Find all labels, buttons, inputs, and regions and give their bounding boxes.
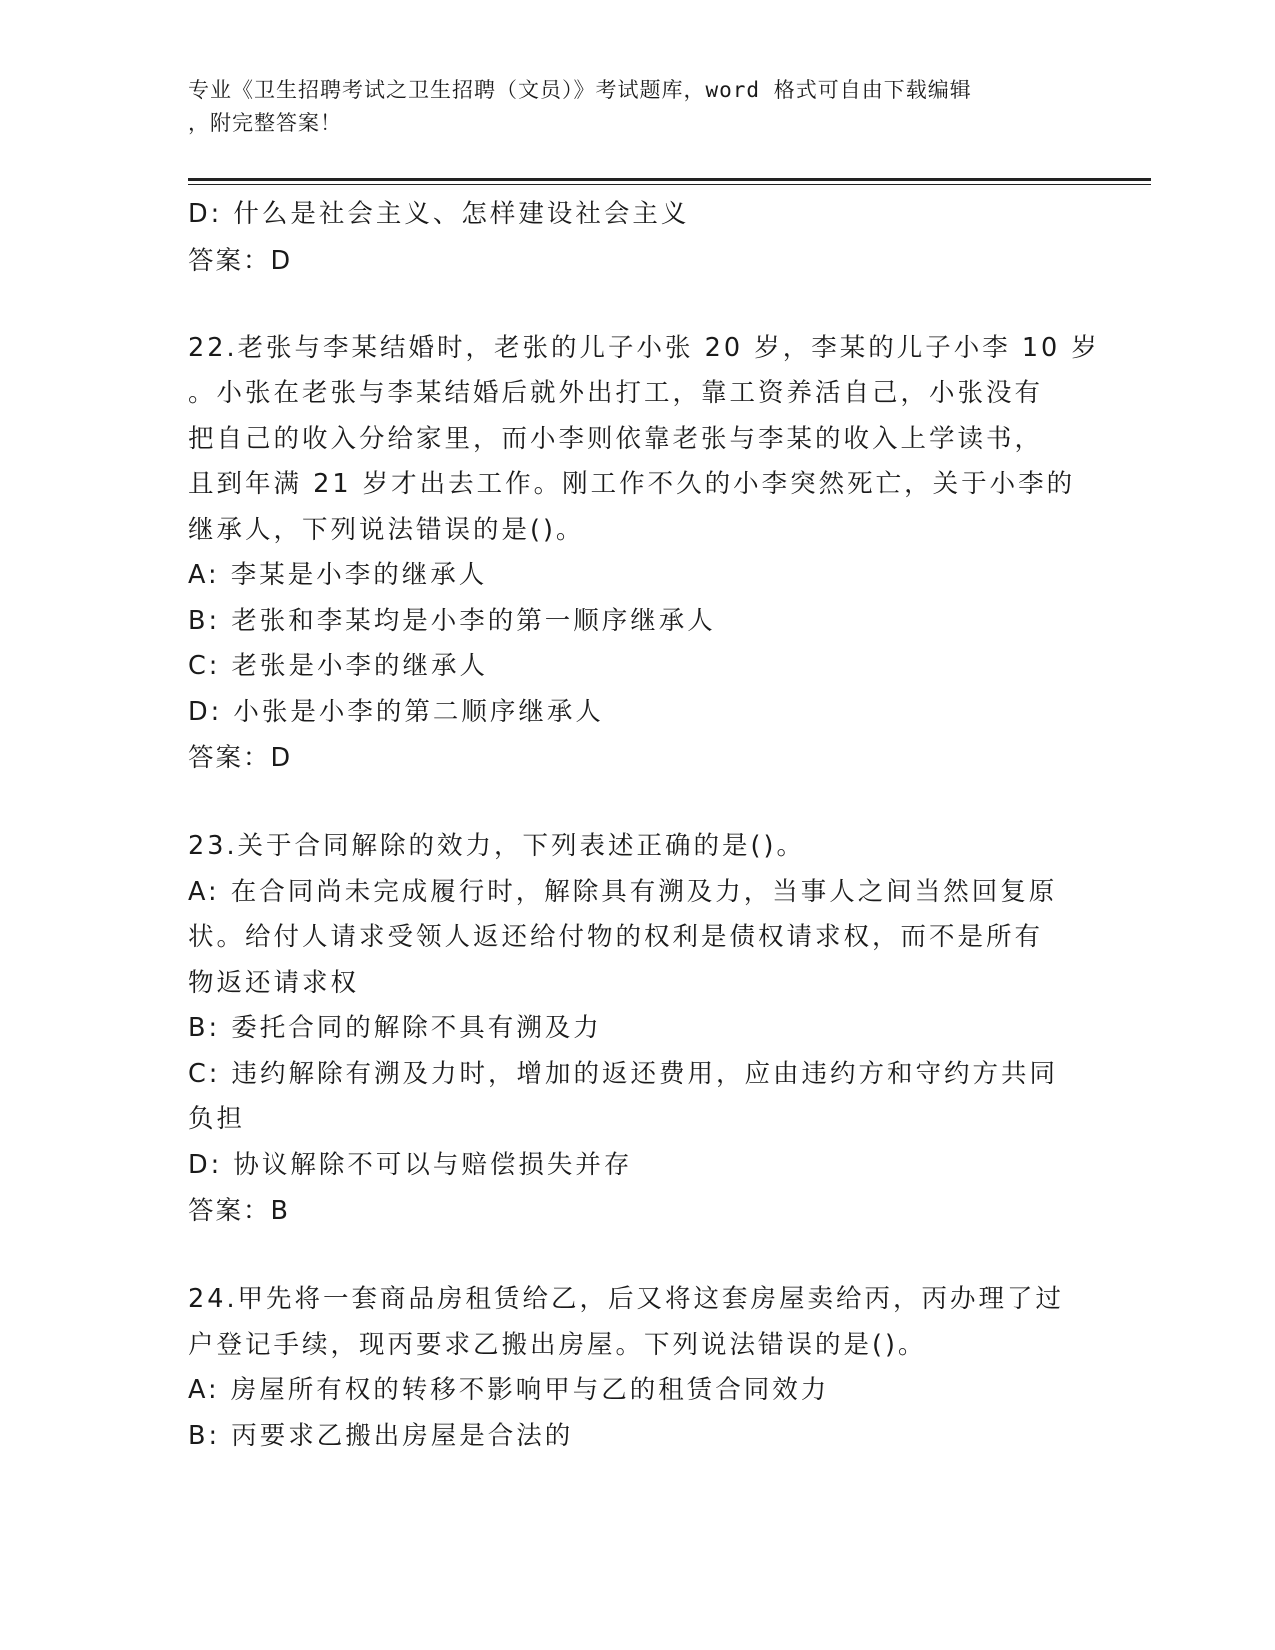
question-22 bbox=[188, 326, 1100, 782]
answer-line: 答案：B bbox=[188, 1196, 290, 1226]
question-stem-line: 户登记手续，现丙要求乙搬出房屋。下列说法错误的是()。 bbox=[188, 1329, 927, 1360]
option-d: D: 什么是社会主义、怎样建设社会主义 bbox=[188, 199, 690, 229]
header-divider-thin bbox=[188, 184, 1151, 185]
question-stem-line: 24.甲先将一套商品房租赁给乙，后又将这套房屋卖给丙，丙办理了过 bbox=[188, 1284, 1065, 1314]
page-header bbox=[188, 74, 1068, 140]
header-line-2: ，附完整答案！ bbox=[188, 111, 342, 135]
answer-line: 答案：D bbox=[188, 245, 293, 276]
header-line-1: 专业《卫生招聘考试之卫生招聘（文员）》考试题库，word 格式可自由下载编辑 bbox=[188, 78, 972, 102]
question-stem-line: 。小张在老张与李某结婚后就外出打工，靠工资养活自己，小张没有 bbox=[188, 378, 1044, 408]
previous-question-tail bbox=[188, 192, 1078, 284]
option-b: B: 老张和李某均是小李的第一顺序继承人 bbox=[188, 605, 716, 636]
option-a-continued: 状。给付人请求受领人返还给付物的权利是债权请求权，而不是所有 bbox=[188, 922, 1044, 952]
option-a-continued: 物返还请求权 bbox=[188, 967, 360, 998]
question-23 bbox=[188, 824, 1078, 1234]
option-d: D: 小张是小李的第二顺序继承人 bbox=[188, 696, 604, 727]
option-a: A: 在合同尚未完成履行时，解除具有溯及力，当事人之间当然回复原 bbox=[188, 876, 1058, 907]
answer-line: 答案：D bbox=[188, 743, 293, 773]
header-divider bbox=[188, 178, 1151, 181]
option-a: A: 李某是小李的继承人 bbox=[188, 560, 488, 590]
option-c: C: 老张是小李的继承人 bbox=[188, 651, 489, 681]
question-stem-line: 23.关于合同解除的效力，下列表述正确的是()。 bbox=[188, 831, 805, 861]
option-b: B: 丙要求乙搬出房屋是合法的 bbox=[188, 1420, 574, 1451]
option-b: B: 委托合同的解除不具有溯及力 bbox=[188, 1013, 602, 1043]
option-c: C: 违约解除有溯及力时，增加的返还费用，应由违约方和守约方共同 bbox=[188, 1058, 1059, 1089]
option-d: D: 协议解除不可以与赔偿损失并存 bbox=[188, 1149, 633, 1180]
option-a: A: 房屋所有权的转移不影响甲与乙的租赁合同效力 bbox=[188, 1375, 830, 1405]
question-stem-line: 把自己的收入分给家里，而小李则依靠老张与李某的收入上学读书， bbox=[188, 423, 1044, 454]
question-stem-line: 继承人，下列说法错误的是()。 bbox=[188, 514, 585, 545]
document-body bbox=[188, 192, 1100, 1459]
question-stem-line: 22.老张与李某结婚时，老张的儿子小张 20 岁，李某的儿子小李 10 岁 bbox=[188, 332, 1100, 363]
question-stem-line: 且到年满 21 岁才出去工作。刚工作不久的小李突然死亡，关于小李的 bbox=[188, 469, 1076, 499]
question-24 bbox=[188, 1277, 1078, 1459]
option-c-continued: 负担 bbox=[188, 1104, 246, 1134]
